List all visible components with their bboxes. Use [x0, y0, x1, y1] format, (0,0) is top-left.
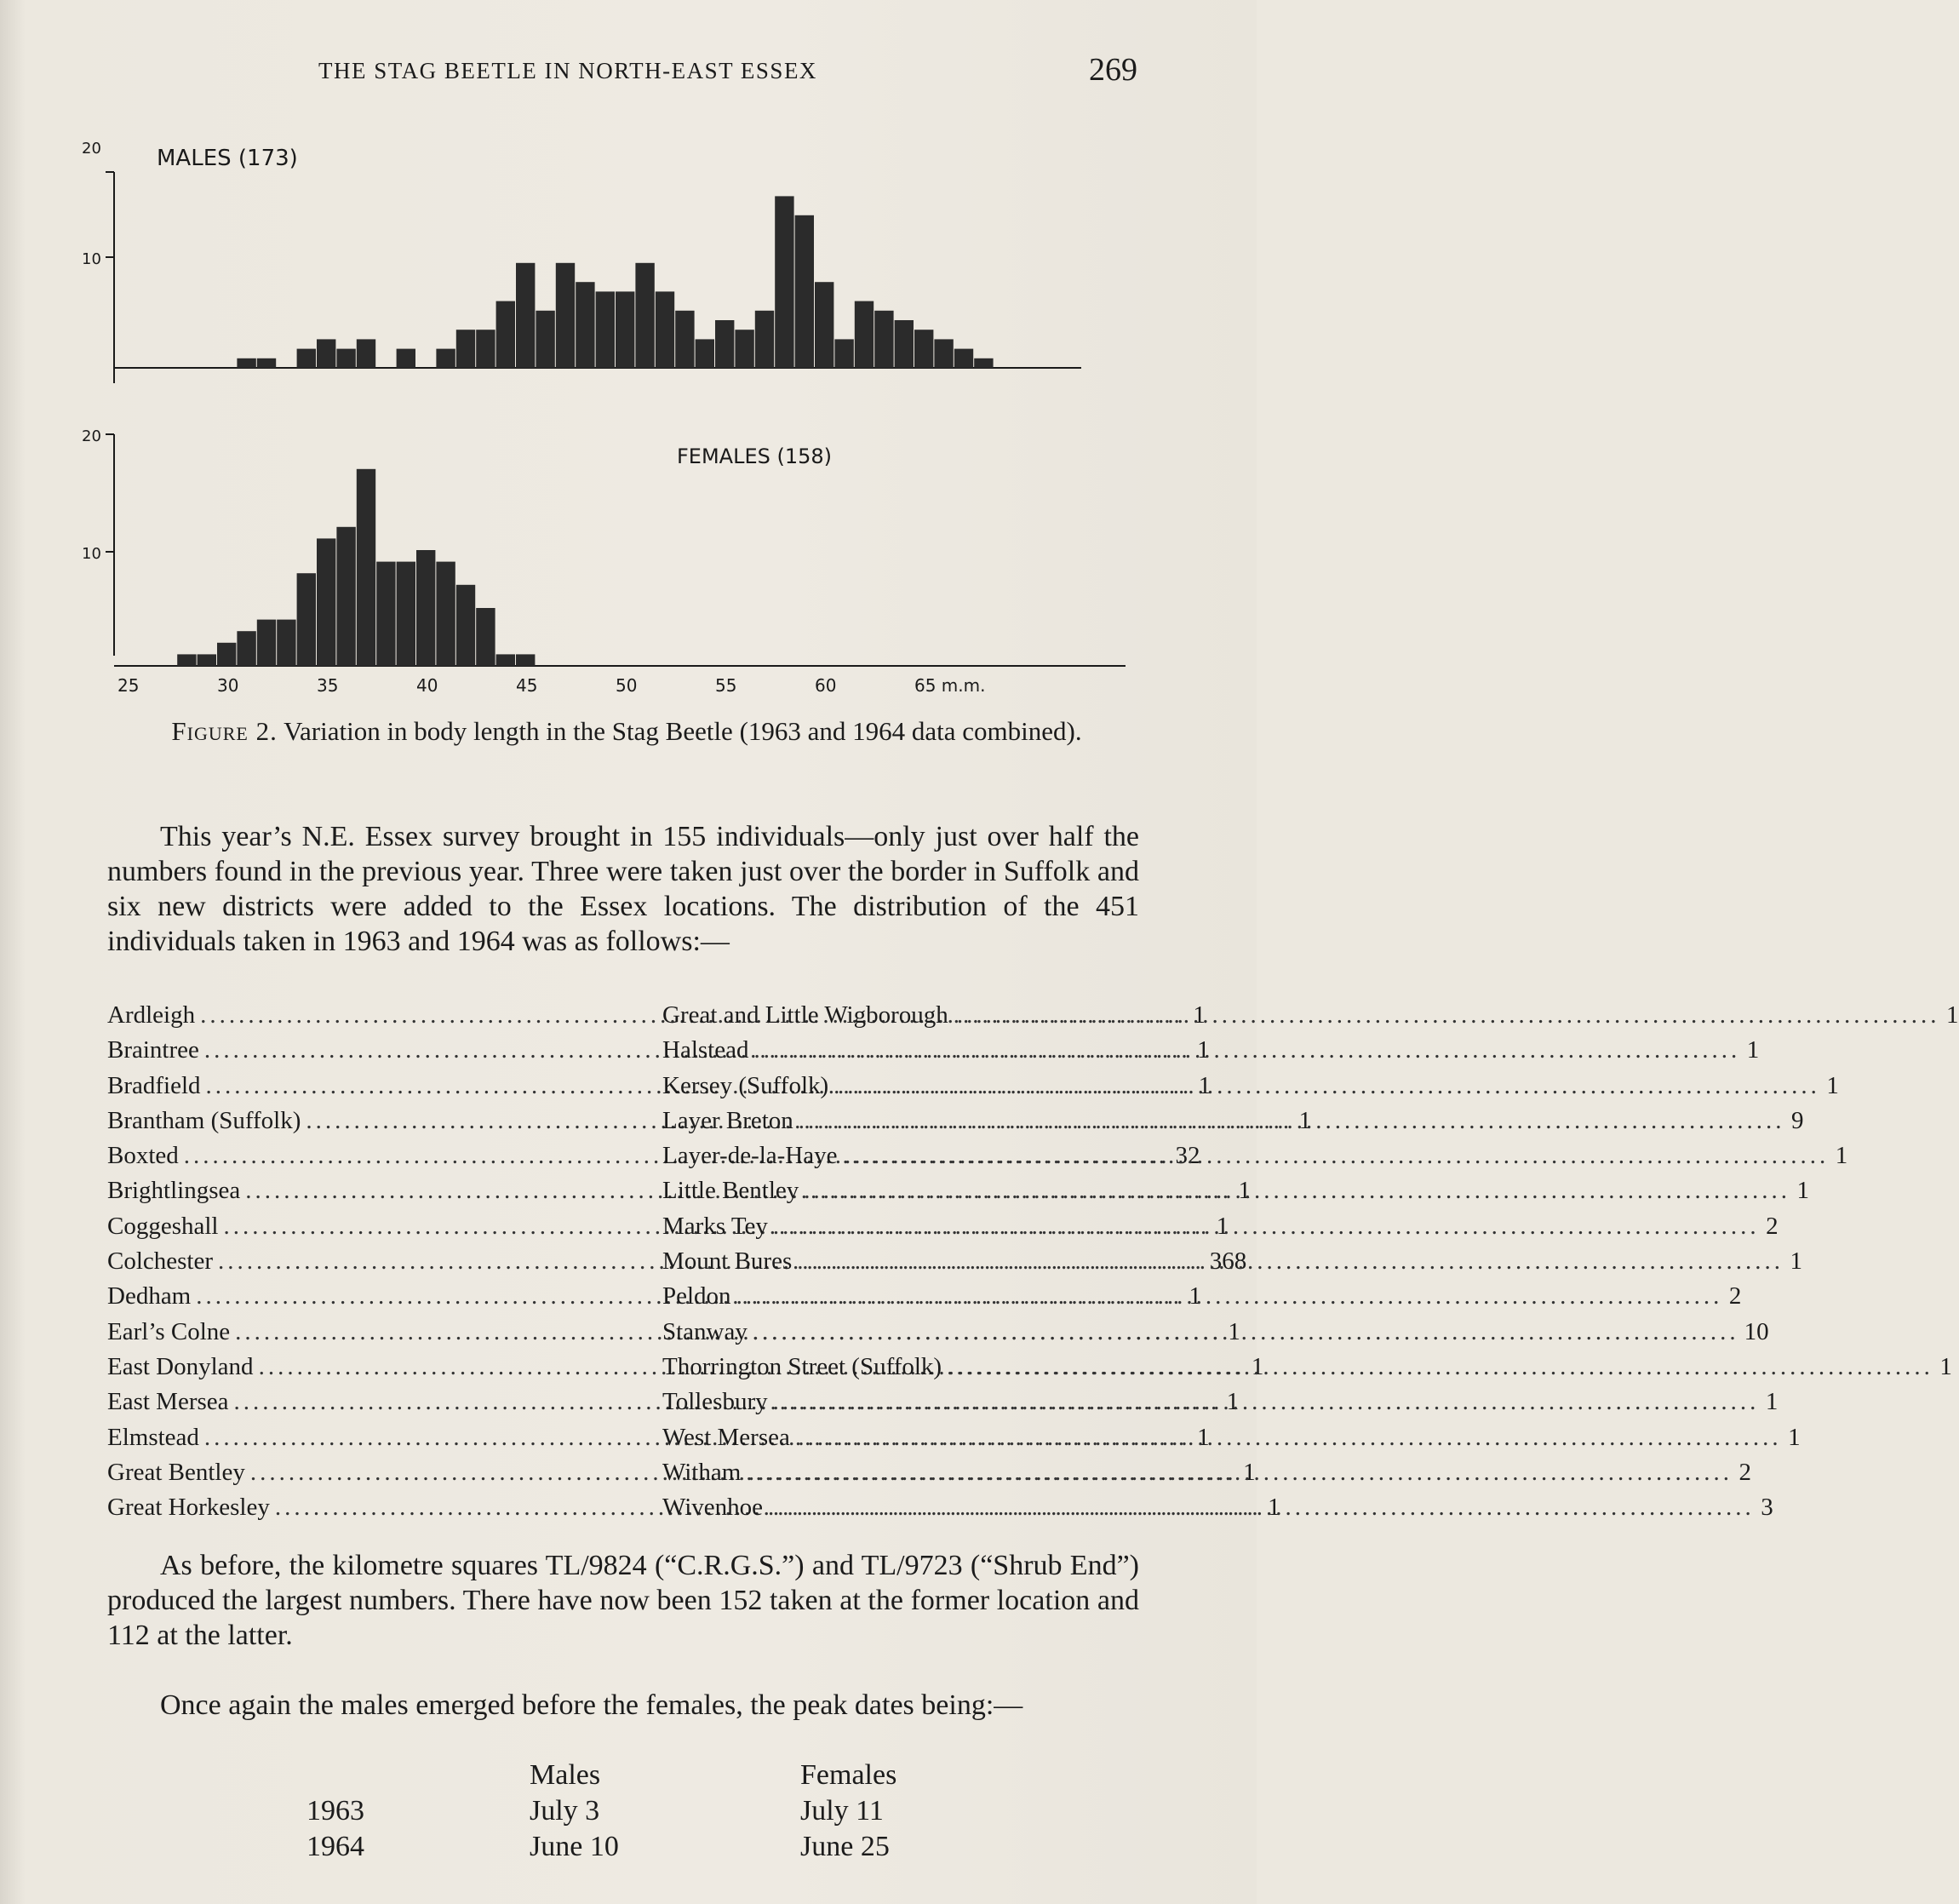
- location-count: 1: [1268, 1494, 1280, 1522]
- males-bar-41mm: [436, 349, 455, 368]
- males-date-cell: July 3: [530, 1795, 600, 1827]
- x-tick-label: 45: [516, 675, 538, 696]
- x-tick-label: 55: [715, 675, 737, 696]
- females-bar-39mm: [397, 562, 415, 666]
- location-count: 9: [1791, 1106, 1804, 1134]
- location-row: [662, 998, 1959, 1033]
- males-bars: [237, 196, 993, 368]
- males-bar-55mm: [715, 320, 734, 368]
- males-bar-62mm: [855, 301, 874, 368]
- females-bar-42mm: [456, 585, 475, 666]
- females-y-label-10: 10: [82, 545, 101, 563]
- females-date-cell: July 11: [800, 1795, 884, 1827]
- females-histogram: [82, 427, 1126, 696]
- location-name: Bradfield: [107, 1071, 201, 1099]
- males-bar-54mm: [696, 339, 714, 368]
- females-bar-44mm: [496, 654, 515, 666]
- location-count: 1: [1765, 1388, 1779, 1416]
- location-row: [662, 1173, 1810, 1208]
- males-y-label-20: 20: [82, 140, 101, 158]
- leader-dots: [833, 1069, 1820, 1104]
- x-tick-label: 60: [815, 675, 837, 696]
- location-name: Elmstead: [107, 1423, 199, 1451]
- location-count: 1: [1796, 1177, 1810, 1205]
- location-name: Witham: [662, 1458, 742, 1486]
- paragraph-kilometre-squares: As before, the kilometre squares TL/9824 (“C.R.G.S.”) and TL/9723 (“Shrub End”) produced the largest numbers. There have now been 152 taken at the former location and 112 at the latter.: [107, 1550, 1139, 1651]
- males-bar-68mm: [974, 358, 993, 368]
- location-row: [662, 1315, 1769, 1350]
- location-count: 1: [1189, 1282, 1201, 1310]
- location-name: Kersey (Suffolk): [662, 1071, 829, 1099]
- figure-caption: [107, 714, 1146, 749]
- location-row: [662, 1209, 1779, 1244]
- x-tick-label: 25: [117, 675, 140, 696]
- peak-dates-row-1964: [306, 1829, 954, 1865]
- location-name: Dedham: [107, 1282, 192, 1310]
- males-bar-56mm: [735, 330, 753, 368]
- location-count: 1: [1788, 1423, 1801, 1451]
- location-row: [662, 1490, 1773, 1525]
- females-bar-37mm: [357, 469, 375, 666]
- location-count: 1: [1197, 1036, 1210, 1064]
- location-count: 1: [1238, 1177, 1252, 1205]
- location-count: 2: [1738, 1458, 1752, 1486]
- location-name: Marks Tey: [662, 1212, 768, 1240]
- location-name: West Mersea: [662, 1423, 790, 1451]
- males-bar-45mm: [516, 263, 535, 368]
- leader-dots: [947, 1350, 1933, 1385]
- location-name: Stanway: [662, 1317, 748, 1345]
- year-cell: 1964: [306, 1831, 364, 1862]
- location-count: 1: [1198, 1071, 1211, 1099]
- males-histogram: [82, 140, 1081, 383]
- leader-dots: [753, 1033, 1740, 1068]
- males-bar-64mm: [895, 320, 914, 368]
- location-name: Colchester: [107, 1247, 214, 1276]
- location-row: [662, 1033, 1760, 1068]
- location-count: 32: [1175, 1142, 1200, 1170]
- females-y-label-20: 20: [82, 427, 101, 445]
- location-count: 1: [1946, 1001, 1959, 1029]
- males-bar-60mm: [815, 282, 833, 368]
- location-row: [662, 1455, 1752, 1490]
- males-bar-48mm: [576, 282, 594, 368]
- location-count: 1: [1193, 1001, 1206, 1029]
- leader-dots: [773, 1209, 1760, 1244]
- location-row: [662, 1350, 1952, 1385]
- males-bar-46mm: [536, 311, 554, 368]
- location-name: East Donyland: [107, 1352, 254, 1380]
- location-name: Layer Breton: [662, 1106, 793, 1134]
- males-bar-52mm: [656, 291, 674, 368]
- males-bar-43mm: [476, 330, 495, 368]
- x-tick-label: 65 m.m.: [914, 675, 986, 696]
- location-name: East Mersea: [107, 1388, 229, 1416]
- males-bar-58mm: [775, 196, 793, 368]
- males-bar-37mm: [357, 339, 375, 368]
- location-name: Coggeshall: [107, 1212, 219, 1240]
- location-name: Earl’s Colne: [107, 1317, 231, 1345]
- leader-dots: [736, 1279, 1723, 1314]
- location-count: 2: [1728, 1282, 1742, 1310]
- males-bar-49mm: [596, 291, 615, 368]
- location-name: Brantham (Suffolk): [107, 1106, 301, 1134]
- location-row: [662, 1420, 1801, 1455]
- males-bar-32mm: [257, 358, 276, 368]
- location-count: 368: [1209, 1247, 1247, 1276]
- males-bar-53mm: [675, 311, 694, 368]
- peak-dates-header-row: [306, 1758, 954, 1793]
- females-bar-45mm: [516, 654, 535, 666]
- females-bars: [177, 469, 535, 666]
- females-title: FEMALES (158): [677, 444, 833, 468]
- location-count: 1: [1228, 1317, 1240, 1345]
- males-column-header: Males: [530, 1759, 601, 1791]
- females-bar-28mm: [177, 654, 196, 666]
- males-bar-66mm: [934, 339, 953, 368]
- year-cell: 1963: [306, 1795, 364, 1827]
- x-tick-labels: [117, 675, 986, 696]
- location-count: 3: [1761, 1494, 1773, 1522]
- leader-dots: [795, 1420, 1782, 1455]
- location-count: 1: [1746, 1036, 1760, 1064]
- location-name: Mount Bures: [662, 1247, 793, 1276]
- location-count: 1: [1835, 1142, 1848, 1170]
- location-count: 1: [1939, 1352, 1952, 1380]
- location-count: 1: [1226, 1388, 1240, 1416]
- location-row: [662, 1104, 1804, 1138]
- page-number: 269: [1089, 52, 1137, 88]
- x-tick-label: 40: [416, 675, 438, 696]
- running-head: THE STAG BEETLE IN NORTH-EAST ESSEX: [318, 58, 817, 83]
- males-bar-61mm: [834, 339, 853, 368]
- males-bar-57mm: [755, 311, 774, 368]
- males-bar-35mm: [317, 339, 335, 368]
- leader-dots: [804, 1173, 1790, 1208]
- figure-caption-text: Variation in body length in the Stag Beetle (1963 and 1964 data combined).: [284, 716, 1082, 746]
- females-bar-36mm: [336, 527, 355, 666]
- location-name: Tollesbury: [662, 1388, 768, 1416]
- females-bar-35mm: [317, 538, 335, 666]
- males-bar-44mm: [496, 301, 515, 368]
- location-count: 1: [1790, 1247, 1802, 1276]
- location-name: Little Bentley: [662, 1177, 799, 1205]
- males-bar-34mm: [297, 349, 316, 368]
- males-bar-31mm: [237, 358, 255, 368]
- males-bar-42mm: [456, 330, 475, 368]
- peak-dates-row-1963: [306, 1793, 954, 1829]
- location-row: [662, 1279, 1742, 1314]
- males-bar-63mm: [874, 311, 893, 368]
- figure-label: Figure 2.: [171, 716, 278, 746]
- location-count: 1: [1826, 1071, 1839, 1099]
- location-name: Great and Little Wigborough: [662, 1001, 948, 1029]
- location-name: Braintree: [107, 1036, 199, 1064]
- males-bar-36mm: [336, 349, 355, 368]
- males-bar-39mm: [397, 349, 415, 368]
- females-bar-30mm: [217, 643, 236, 666]
- females-bar-41mm: [436, 562, 455, 666]
- males-bar-67mm: [954, 349, 973, 368]
- location-count: 1: [1243, 1458, 1256, 1486]
- location-name: Layer-de-la-Haye: [662, 1142, 838, 1170]
- females-bar-33mm: [277, 620, 295, 666]
- males-bar-51mm: [635, 263, 654, 368]
- location-name: Wivenhoe: [662, 1494, 764, 1522]
- location-row: [662, 1069, 1839, 1104]
- location-name: Great Horkesley: [107, 1494, 270, 1522]
- paragraph-survey-summary: This year’s N.E. Essex survey brought in 155 individuals—only just over half the numbers found in the previous year. Three were taken just over the border in Suffolk and six new districts were added to the Essex locations. The distribution of the 451 individuals taken in 1963 and 1964 was as follows:—: [107, 821, 1139, 957]
- leader-dots: [753, 1315, 1739, 1350]
- leader-dots: [768, 1490, 1755, 1525]
- females-date-cell: June 25: [800, 1831, 890, 1862]
- males-bar-65mm: [914, 330, 933, 368]
- males-bar-50mm: [616, 291, 634, 368]
- peak-dates-table: [306, 1758, 954, 1865]
- location-name: Brightlingsea: [107, 1177, 241, 1205]
- males-bar-59mm: [795, 215, 814, 368]
- x-tick-label: 35: [317, 675, 339, 696]
- females-bar-31mm: [237, 631, 255, 666]
- leader-dots: [797, 1244, 1784, 1279]
- leader-dots: [799, 1104, 1785, 1138]
- leader-dots: [954, 998, 1940, 1033]
- males-bar-47mm: [556, 263, 575, 368]
- females-bar-38mm: [376, 562, 395, 666]
- location-count: 1: [1197, 1423, 1210, 1451]
- females-bar-40mm: [416, 550, 435, 666]
- leader-dots: [773, 1385, 1760, 1419]
- location-count: 2: [1766, 1212, 1779, 1240]
- location-name: Great Bentley: [107, 1458, 245, 1486]
- males-title: MALES (173): [157, 146, 298, 171]
- location-name: Thorrington Street (Suffolk): [662, 1352, 942, 1380]
- females-bar-29mm: [198, 654, 216, 666]
- location-name: Peldon: [662, 1282, 731, 1310]
- females-bar-34mm: [297, 573, 316, 666]
- location-count: 1: [1251, 1352, 1264, 1380]
- females-bar-32mm: [257, 620, 276, 666]
- males-date-cell: June 10: [530, 1831, 619, 1862]
- leader-dots: [843, 1138, 1830, 1173]
- males-y-label-10: 10: [82, 250, 101, 268]
- body-length-histogram-figure: [82, 128, 1149, 715]
- location-name: Halstead: [662, 1036, 749, 1064]
- paragraph-peak-dates-intro: Once again the males emerged before the females, the peak dates being:—: [160, 1689, 1023, 1721]
- x-tick-label: 30: [217, 675, 239, 696]
- location-count: 1: [1216, 1212, 1229, 1240]
- females-bar-43mm: [476, 608, 495, 666]
- location-name: Ardleigh: [107, 1001, 196, 1029]
- females-column-header: Females: [800, 1759, 897, 1791]
- location-row: [662, 1385, 1779, 1419]
- x-tick-label: 50: [616, 675, 638, 696]
- location-count: 1: [1298, 1106, 1312, 1134]
- location-count: 10: [1744, 1317, 1769, 1345]
- leader-dots: [746, 1455, 1733, 1490]
- location-name: Boxted: [107, 1142, 179, 1170]
